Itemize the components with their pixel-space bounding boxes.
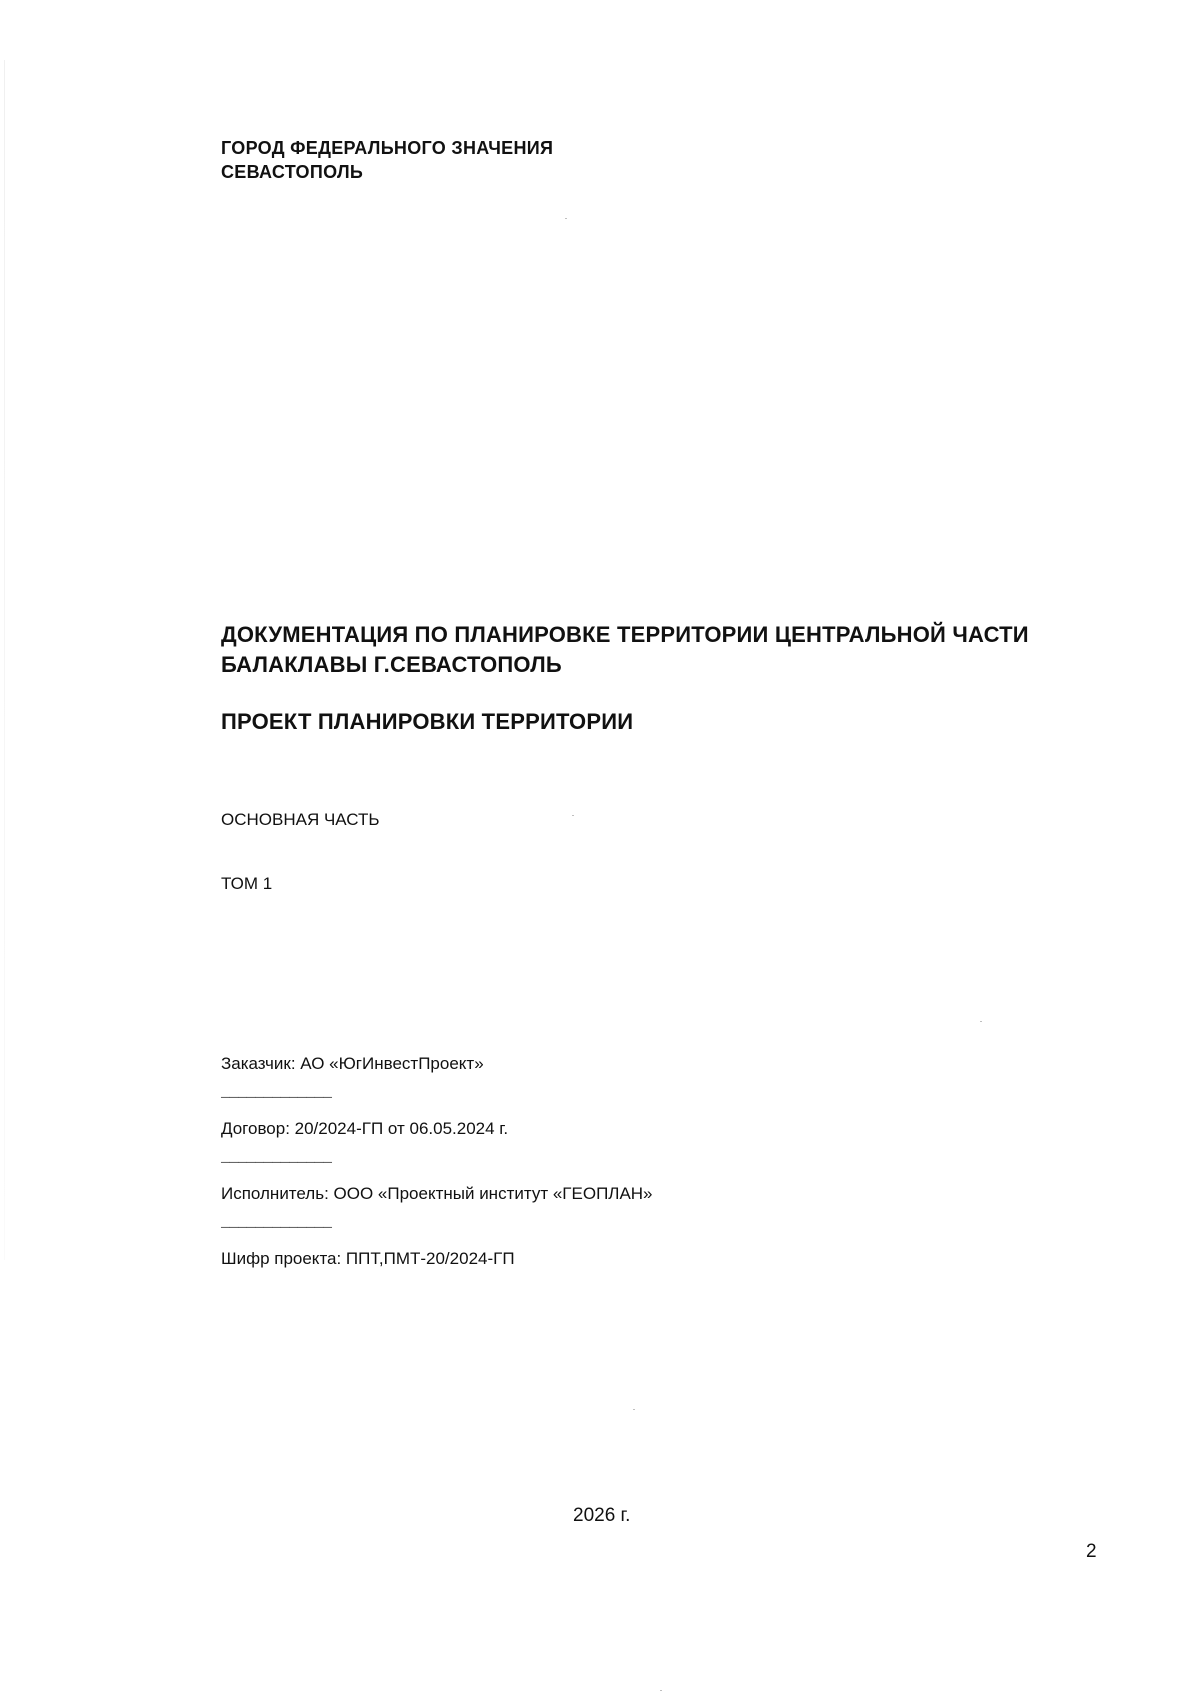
volume-label: ТОМ 1 (221, 874, 273, 893)
scan-speck (572, 815, 574, 816)
separator-line: _____________ (221, 1214, 332, 1231)
document-year: 2026 г. (573, 1505, 631, 1526)
contract-line: Договор: 20/2024-ГП от 06.05.2024 г. (221, 1119, 509, 1138)
page-number: 2 (1086, 1541, 1097, 1562)
document-title-line-1: ДОКУМЕНТАЦИЯ ПО ПЛАНИРОВКЕ ТЕРРИТОРИИ ЦЕНТРАЛЬНОЙ ЧАСТИ (221, 622, 1029, 647)
scan-speck (565, 218, 567, 219)
customer-line: Заказчик: АО «ЮгИнвестПроект» (221, 1054, 484, 1073)
city-header-line-2: СЕВАСТОПОЛЬ (221, 162, 364, 182)
city-header (221, 136, 553, 184)
scan-speck (980, 1021, 982, 1022)
document-subtitle: ПРОЕКТ ПЛАНИРОВКИ ТЕРРИТОРИИ (221, 709, 634, 734)
separator-line: _____________ (221, 1149, 332, 1166)
scan-edge-line (4, 60, 5, 1260)
city-header-line-1: ГОРОД ФЕДЕРАЛЬНОГО ЗНАЧЕНИЯ (221, 138, 554, 158)
executor-line: Исполнитель: ООО «Проектный институт «ГЕОПЛАН» (221, 1184, 653, 1203)
document-title-line-2: БАЛАКЛАВЫ Г.СЕВАСТОПОЛЬ (221, 652, 562, 677)
document-title (221, 620, 1029, 680)
project-cipher-line: Шифр проекта: ППТ,ПМТ-20/2024-ГП (221, 1249, 515, 1268)
scan-speck (633, 1409, 635, 1410)
separator-line: _____________ (221, 1084, 332, 1101)
scan-speck (660, 1690, 662, 1691)
part-label: ОСНОВНАЯ ЧАСТЬ (221, 810, 380, 829)
